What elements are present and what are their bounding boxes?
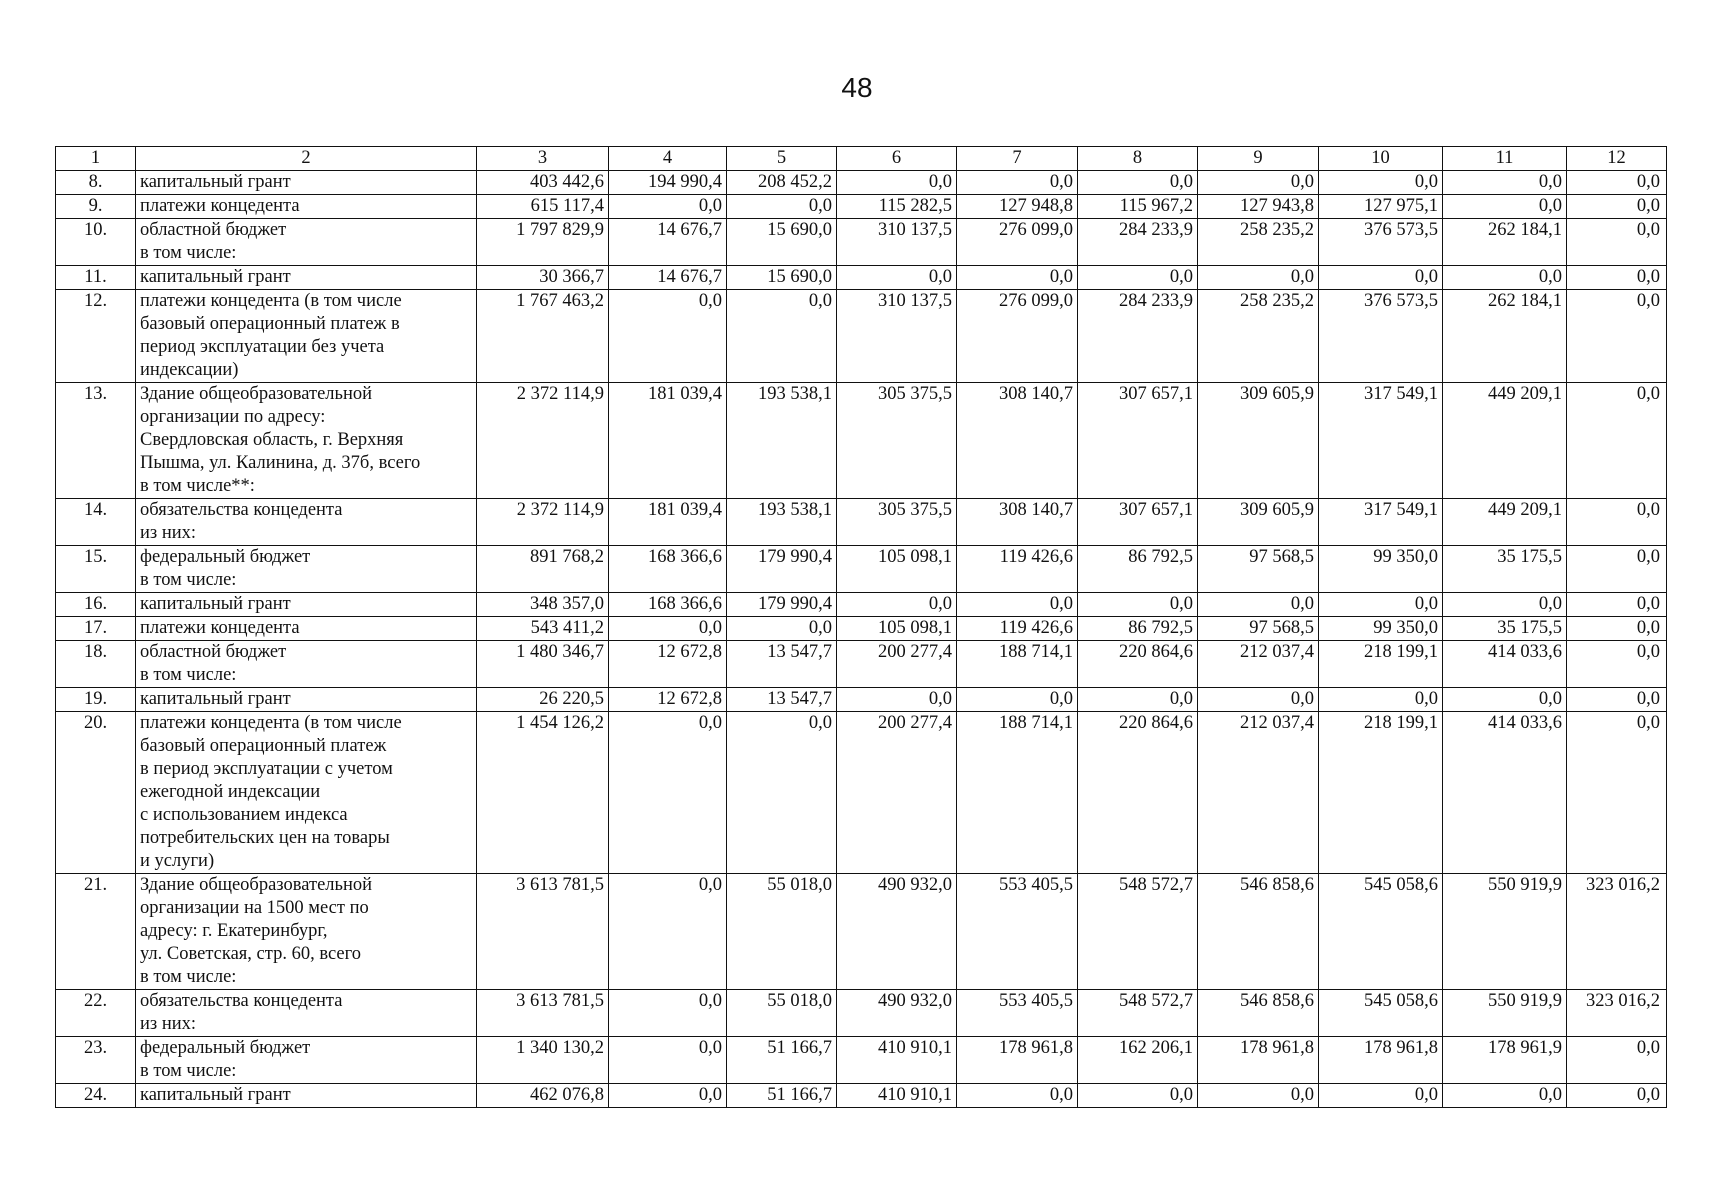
value-cell-col-7: 308 140,7 <box>957 383 1078 499</box>
row-description <box>136 990 477 1037</box>
value-cell-col-10: 218 199,1 <box>1319 641 1443 688</box>
description-line: из них: <box>140 523 197 543</box>
value-cell-col-8: 548 572,7 <box>1078 990 1198 1037</box>
value-cell-col-7: 276 099,0 <box>957 290 1078 383</box>
value-cell-col-11: 414 033,6 <box>1443 712 1567 874</box>
value-cell-col-11: 0,0 <box>1443 266 1567 290</box>
row-number: 19. <box>56 688 136 712</box>
value-cell-col-9: 178 961,8 <box>1198 1037 1319 1084</box>
value-cell-col-5: 13 547,7 <box>727 688 837 712</box>
description-line: базовый операционный платеж в <box>140 314 400 334</box>
value-cell-col-12: 0,0 <box>1567 593 1667 617</box>
value-cell-col-7: 188 714,1 <box>957 641 1078 688</box>
value-cell-col-3: 403 442,6 <box>477 171 609 195</box>
row-number: 13. <box>56 383 136 499</box>
value-cell-col-6: 115 282,5 <box>837 195 957 219</box>
value-cell-col-11: 550 919,9 <box>1443 874 1567 990</box>
value-cell-col-8: 162 206,1 <box>1078 1037 1198 1084</box>
row-description <box>136 874 477 990</box>
value-cell-col-3: 1 340 130,2 <box>477 1037 609 1084</box>
value-cell-col-7: 188 714,1 <box>957 712 1078 874</box>
column-header: 5 <box>727 147 837 171</box>
value-cell-col-10: 99 350,0 <box>1319 617 1443 641</box>
column-header: 4 <box>609 147 727 171</box>
value-cell-col-4: 181 039,4 <box>609 499 727 546</box>
page-number: 48 <box>841 72 873 103</box>
value-cell-col-10: 0,0 <box>1319 171 1443 195</box>
value-cell-col-5: 193 538,1 <box>727 383 837 499</box>
row-number: 14. <box>56 499 136 546</box>
row-description <box>136 195 477 219</box>
value-cell-col-11: 0,0 <box>1443 195 1567 219</box>
value-cell-col-3: 462 076,8 <box>477 1084 609 1108</box>
table-row <box>56 1084 1667 1108</box>
value-cell-col-11: 35 175,5 <box>1443 617 1567 641</box>
value-cell-col-5: 15 690,0 <box>727 219 837 266</box>
description-line: базовый операционный платеж <box>140 736 387 756</box>
row-description <box>136 1084 477 1108</box>
description-line: в том числе: <box>140 665 237 685</box>
value-cell-col-7: 119 426,6 <box>957 617 1078 641</box>
row-description <box>136 1037 477 1084</box>
value-cell-col-11: 0,0 <box>1443 171 1567 195</box>
value-cell-col-4: 168 366,6 <box>609 593 727 617</box>
row-number: 22. <box>56 990 136 1037</box>
value-cell-col-7: 0,0 <box>957 266 1078 290</box>
description-line: в том числе: <box>140 1061 237 1081</box>
value-cell-col-4: 12 672,8 <box>609 641 727 688</box>
value-cell-col-6: 310 137,5 <box>837 290 957 383</box>
value-cell-col-10: 218 199,1 <box>1319 712 1443 874</box>
value-cell-col-7: 0,0 <box>957 171 1078 195</box>
description-line: и услуги) <box>140 851 215 871</box>
value-cell-col-5: 0,0 <box>727 290 837 383</box>
value-cell-col-4: 194 990,4 <box>609 171 727 195</box>
value-cell-col-10: 545 058,6 <box>1319 874 1443 990</box>
description-line: Свердловская область, г. Верхняя <box>140 430 404 450</box>
description-line: капитальный грант <box>140 1085 291 1105</box>
value-cell-col-6: 410 910,1 <box>837 1037 957 1084</box>
value-cell-col-3: 2 372 114,9 <box>477 499 609 546</box>
row-description <box>136 383 477 499</box>
value-cell-col-10: 99 350,0 <box>1319 546 1443 593</box>
value-cell-col-10: 376 573,5 <box>1319 290 1443 383</box>
description-line: областной бюджет <box>140 642 287 662</box>
value-cell-col-12: 323 016,2 <box>1567 874 1667 990</box>
value-cell-col-7: 119 426,6 <box>957 546 1078 593</box>
row-description <box>136 171 477 195</box>
value-cell-col-10: 178 961,8 <box>1319 1037 1443 1084</box>
value-cell-col-10: 0,0 <box>1319 1084 1443 1108</box>
description-line: капитальный грант <box>140 594 291 614</box>
value-cell-col-9: 212 037,4 <box>1198 712 1319 874</box>
value-cell-col-3: 2 372 114,9 <box>477 383 609 499</box>
value-cell-col-5: 0,0 <box>727 617 837 641</box>
row-number: 23. <box>56 1037 136 1084</box>
column-header: 3 <box>477 147 609 171</box>
value-cell-col-9: 212 037,4 <box>1198 641 1319 688</box>
table-body <box>56 147 1667 1108</box>
value-cell-col-8: 220 864,6 <box>1078 641 1198 688</box>
description-line: Здание общеобразовательной <box>140 384 372 404</box>
value-cell-col-12: 0,0 <box>1567 1037 1667 1084</box>
description-line: федеральный бюджет <box>140 547 311 567</box>
table-row <box>56 874 1667 990</box>
value-cell-col-5: 51 166,7 <box>727 1037 837 1084</box>
value-cell-col-9: 0,0 <box>1198 171 1319 195</box>
value-cell-col-8: 307 657,1 <box>1078 499 1198 546</box>
value-cell-col-6: 0,0 <box>837 171 957 195</box>
row-description <box>136 266 477 290</box>
row-description <box>136 641 477 688</box>
row-number: 11. <box>56 266 136 290</box>
description-line: в том числе: <box>140 570 237 590</box>
value-cell-col-8: 86 792,5 <box>1078 617 1198 641</box>
value-cell-col-10: 545 058,6 <box>1319 990 1443 1037</box>
description-line: федеральный бюджет <box>140 1038 311 1058</box>
value-cell-col-4: 14 676,7 <box>609 219 727 266</box>
value-cell-col-8: 0,0 <box>1078 1084 1198 1108</box>
value-cell-col-9: 309 605,9 <box>1198 383 1319 499</box>
financing-table <box>55 146 1667 1108</box>
value-cell-col-9: 0,0 <box>1198 593 1319 617</box>
table-row <box>56 1037 1667 1084</box>
value-cell-col-11: 449 209,1 <box>1443 499 1567 546</box>
description-line: обязательства концедента <box>140 500 343 520</box>
description-line: платежи концедента (в том числе <box>140 291 402 311</box>
value-cell-col-4: 0,0 <box>609 617 727 641</box>
value-cell-col-6: 0,0 <box>837 266 957 290</box>
description-line: областной бюджет <box>140 220 287 240</box>
column-header: 2 <box>136 147 477 171</box>
value-cell-col-9: 0,0 <box>1198 688 1319 712</box>
row-number: 16. <box>56 593 136 617</box>
description-line: организации по адресу: <box>140 407 326 427</box>
value-cell-col-11: 178 961,9 <box>1443 1037 1567 1084</box>
description-line: в том числе: <box>140 967 237 987</box>
column-header: 12 <box>1567 147 1667 171</box>
value-cell-col-6: 305 375,5 <box>837 383 957 499</box>
row-number: 18. <box>56 641 136 688</box>
value-cell-col-5: 51 166,7 <box>727 1084 837 1108</box>
value-cell-col-9: 258 235,2 <box>1198 290 1319 383</box>
value-cell-col-3: 1 797 829,9 <box>477 219 609 266</box>
value-cell-col-3: 30 366,7 <box>477 266 609 290</box>
value-cell-col-10: 317 549,1 <box>1319 383 1443 499</box>
value-cell-col-8: 307 657,1 <box>1078 383 1198 499</box>
column-header: 11 <box>1443 147 1567 171</box>
value-cell-col-3: 1 454 126,2 <box>477 712 609 874</box>
description-line: Здание общеобразовательной <box>140 875 372 895</box>
value-cell-col-7: 0,0 <box>957 688 1078 712</box>
value-cell-col-6: 0,0 <box>837 688 957 712</box>
table-row <box>56 617 1667 641</box>
value-cell-col-4: 0,0 <box>609 712 727 874</box>
column-header: 8 <box>1078 147 1198 171</box>
value-cell-col-4: 168 366,6 <box>609 546 727 593</box>
value-cell-col-3: 348 357,0 <box>477 593 609 617</box>
row-number: 24. <box>56 1084 136 1108</box>
value-cell-col-12: 0,0 <box>1567 219 1667 266</box>
value-cell-col-4: 12 672,8 <box>609 688 727 712</box>
value-cell-col-8: 0,0 <box>1078 688 1198 712</box>
value-cell-col-5: 193 538,1 <box>727 499 837 546</box>
value-cell-col-6: 0,0 <box>837 593 957 617</box>
column-header: 9 <box>1198 147 1319 171</box>
value-cell-col-10: 0,0 <box>1319 266 1443 290</box>
column-header: 1 <box>56 147 136 171</box>
value-cell-col-6: 490 932,0 <box>837 990 957 1037</box>
value-cell-col-11: 0,0 <box>1443 1084 1567 1108</box>
value-cell-col-5: 15 690,0 <box>727 266 837 290</box>
value-cell-col-7: 553 405,5 <box>957 874 1078 990</box>
description-line: ул. Советская, стр. 60, всего <box>140 944 361 964</box>
value-cell-col-5: 0,0 <box>727 195 837 219</box>
value-cell-col-5: 179 990,4 <box>727 546 837 593</box>
value-cell-col-6: 490 932,0 <box>837 874 957 990</box>
description-line: в период эксплуатации с учетом <box>140 759 393 779</box>
value-cell-col-4: 181 039,4 <box>609 383 727 499</box>
table-row <box>56 688 1667 712</box>
description-line: платежи концедента <box>140 618 300 638</box>
value-cell-col-12: 0,0 <box>1567 712 1667 874</box>
description-line: платежи концедента <box>140 196 300 216</box>
value-cell-col-5: 208 452,2 <box>727 171 837 195</box>
column-header: 10 <box>1319 147 1443 171</box>
value-cell-col-9: 546 858,6 <box>1198 990 1319 1037</box>
value-cell-col-9: 546 858,6 <box>1198 874 1319 990</box>
description-line: период эксплуатации без учета <box>140 337 385 357</box>
value-cell-col-9: 127 943,8 <box>1198 195 1319 219</box>
value-cell-col-6: 200 277,4 <box>837 641 957 688</box>
value-cell-col-4: 0,0 <box>609 1037 727 1084</box>
value-cell-col-7: 553 405,5 <box>957 990 1078 1037</box>
description-line: индексации) <box>140 360 239 380</box>
description-line: в том числе**: <box>140 476 255 496</box>
value-cell-col-10: 317 549,1 <box>1319 499 1443 546</box>
table-row <box>56 641 1667 688</box>
value-cell-col-7: 127 948,8 <box>957 195 1078 219</box>
value-cell-col-12: 0,0 <box>1567 195 1667 219</box>
row-description <box>136 290 477 383</box>
value-cell-col-3: 1 767 463,2 <box>477 290 609 383</box>
row-description <box>136 499 477 546</box>
table-row <box>56 266 1667 290</box>
table-row <box>56 290 1667 383</box>
row-number: 15. <box>56 546 136 593</box>
value-cell-col-5: 179 990,4 <box>727 593 837 617</box>
value-cell-col-6: 410 910,1 <box>837 1084 957 1108</box>
value-cell-col-11: 0,0 <box>1443 593 1567 617</box>
value-cell-col-10: 0,0 <box>1319 593 1443 617</box>
value-cell-col-9: 258 235,2 <box>1198 219 1319 266</box>
value-cell-col-5: 55 018,0 <box>727 990 837 1037</box>
row-number: 10. <box>56 219 136 266</box>
value-cell-col-6: 200 277,4 <box>837 712 957 874</box>
row-number: 21. <box>56 874 136 990</box>
value-cell-col-4: 0,0 <box>609 990 727 1037</box>
value-cell-col-4: 0,0 <box>609 290 727 383</box>
value-cell-col-8: 284 233,9 <box>1078 290 1198 383</box>
value-cell-col-10: 376 573,5 <box>1319 219 1443 266</box>
description-line: из них: <box>140 1014 197 1034</box>
value-cell-col-6: 310 137,5 <box>837 219 957 266</box>
description-line: обязательства концедента <box>140 991 343 1011</box>
description-line: с использованием индекса <box>140 805 348 825</box>
value-cell-col-12: 0,0 <box>1567 266 1667 290</box>
row-number: 17. <box>56 617 136 641</box>
column-number-row <box>56 147 1667 171</box>
value-cell-col-3: 615 117,4 <box>477 195 609 219</box>
value-cell-col-7: 308 140,7 <box>957 499 1078 546</box>
value-cell-col-12: 323 016,2 <box>1567 990 1667 1037</box>
value-cell-col-3: 3 613 781,5 <box>477 990 609 1037</box>
value-cell-col-6: 105 098,1 <box>837 617 957 641</box>
value-cell-col-9: 0,0 <box>1198 1084 1319 1108</box>
row-description <box>136 688 477 712</box>
row-description <box>136 546 477 593</box>
row-number: 8. <box>56 171 136 195</box>
value-cell-col-4: 0,0 <box>609 195 727 219</box>
value-cell-col-8: 548 572,7 <box>1078 874 1198 990</box>
description-line: ежегодной индексации <box>140 782 321 802</box>
row-description <box>136 219 477 266</box>
table-row <box>56 195 1667 219</box>
value-cell-col-8: 284 233,9 <box>1078 219 1198 266</box>
description-line: адресу: г. Екатеринбург, <box>140 921 328 941</box>
value-cell-col-11: 262 184,1 <box>1443 219 1567 266</box>
value-cell-col-9: 97 568,5 <box>1198 617 1319 641</box>
value-cell-col-10: 127 975,1 <box>1319 195 1443 219</box>
table-row <box>56 990 1667 1037</box>
value-cell-col-9: 0,0 <box>1198 266 1319 290</box>
description-line: платежи концедента (в том числе <box>140 713 402 733</box>
value-cell-col-8: 0,0 <box>1078 266 1198 290</box>
value-cell-col-5: 0,0 <box>727 712 837 874</box>
value-cell-col-3: 891 768,2 <box>477 546 609 593</box>
description-line: капитальный грант <box>140 689 291 709</box>
column-header: 7 <box>957 147 1078 171</box>
value-cell-col-3: 543 411,2 <box>477 617 609 641</box>
description-line: в том числе: <box>140 243 237 263</box>
row-description <box>136 712 477 874</box>
description-line: капитальный грант <box>140 267 291 287</box>
row-number: 12. <box>56 290 136 383</box>
row-description <box>136 593 477 617</box>
value-cell-col-11: 35 175,5 <box>1443 546 1567 593</box>
row-number: 9. <box>56 195 136 219</box>
column-header: 6 <box>837 147 957 171</box>
value-cell-col-8: 220 864,6 <box>1078 712 1198 874</box>
value-cell-col-4: 14 676,7 <box>609 266 727 290</box>
value-cell-col-12: 0,0 <box>1567 171 1667 195</box>
table-row <box>56 712 1667 874</box>
table-row <box>56 546 1667 593</box>
value-cell-col-12: 0,0 <box>1567 1084 1667 1108</box>
value-cell-col-6: 105 098,1 <box>837 546 957 593</box>
value-cell-col-11: 0,0 <box>1443 688 1567 712</box>
value-cell-col-7: 178 961,8 <box>957 1037 1078 1084</box>
value-cell-col-12: 0,0 <box>1567 641 1667 688</box>
value-cell-col-11: 449 209,1 <box>1443 383 1567 499</box>
value-cell-col-11: 550 919,9 <box>1443 990 1567 1037</box>
value-cell-col-8: 0,0 <box>1078 593 1198 617</box>
value-cell-col-3: 3 613 781,5 <box>477 874 609 990</box>
value-cell-col-5: 13 547,7 <box>727 641 837 688</box>
value-cell-col-8: 115 967,2 <box>1078 195 1198 219</box>
value-cell-col-6: 305 375,5 <box>837 499 957 546</box>
value-cell-col-4: 0,0 <box>609 874 727 990</box>
value-cell-col-12: 0,0 <box>1567 688 1667 712</box>
value-cell-col-12: 0,0 <box>1567 499 1667 546</box>
description-line: Пышма, ул. Калинина, д. 37б, всего <box>140 453 421 473</box>
table-row <box>56 383 1667 499</box>
value-cell-col-11: 262 184,1 <box>1443 290 1567 383</box>
table-row <box>56 593 1667 617</box>
value-cell-col-9: 309 605,9 <box>1198 499 1319 546</box>
value-cell-col-11: 414 033,6 <box>1443 641 1567 688</box>
value-cell-col-8: 0,0 <box>1078 171 1198 195</box>
value-cell-col-7: 276 099,0 <box>957 219 1078 266</box>
row-description <box>136 617 477 641</box>
value-cell-col-7: 0,0 <box>957 593 1078 617</box>
value-cell-col-8: 86 792,5 <box>1078 546 1198 593</box>
value-cell-col-3: 26 220,5 <box>477 688 609 712</box>
value-cell-col-12: 0,0 <box>1567 383 1667 499</box>
value-cell-col-9: 97 568,5 <box>1198 546 1319 593</box>
value-cell-col-4: 0,0 <box>609 1084 727 1108</box>
description-line: капитальный грант <box>140 172 291 192</box>
description-line: организации на 1500 мест по <box>140 898 369 918</box>
table-row <box>56 219 1667 266</box>
value-cell-col-5: 55 018,0 <box>727 874 837 990</box>
row-number: 20. <box>56 712 136 874</box>
value-cell-col-12: 0,0 <box>1567 546 1667 593</box>
value-cell-col-7: 0,0 <box>957 1084 1078 1108</box>
description-line: потребительских цен на товары <box>140 828 390 848</box>
table-row <box>56 171 1667 195</box>
value-cell-col-10: 0,0 <box>1319 688 1443 712</box>
table-row <box>56 499 1667 546</box>
value-cell-col-12: 0,0 <box>1567 617 1667 641</box>
value-cell-col-12: 0,0 <box>1567 290 1667 383</box>
value-cell-col-3: 1 480 346,7 <box>477 641 609 688</box>
